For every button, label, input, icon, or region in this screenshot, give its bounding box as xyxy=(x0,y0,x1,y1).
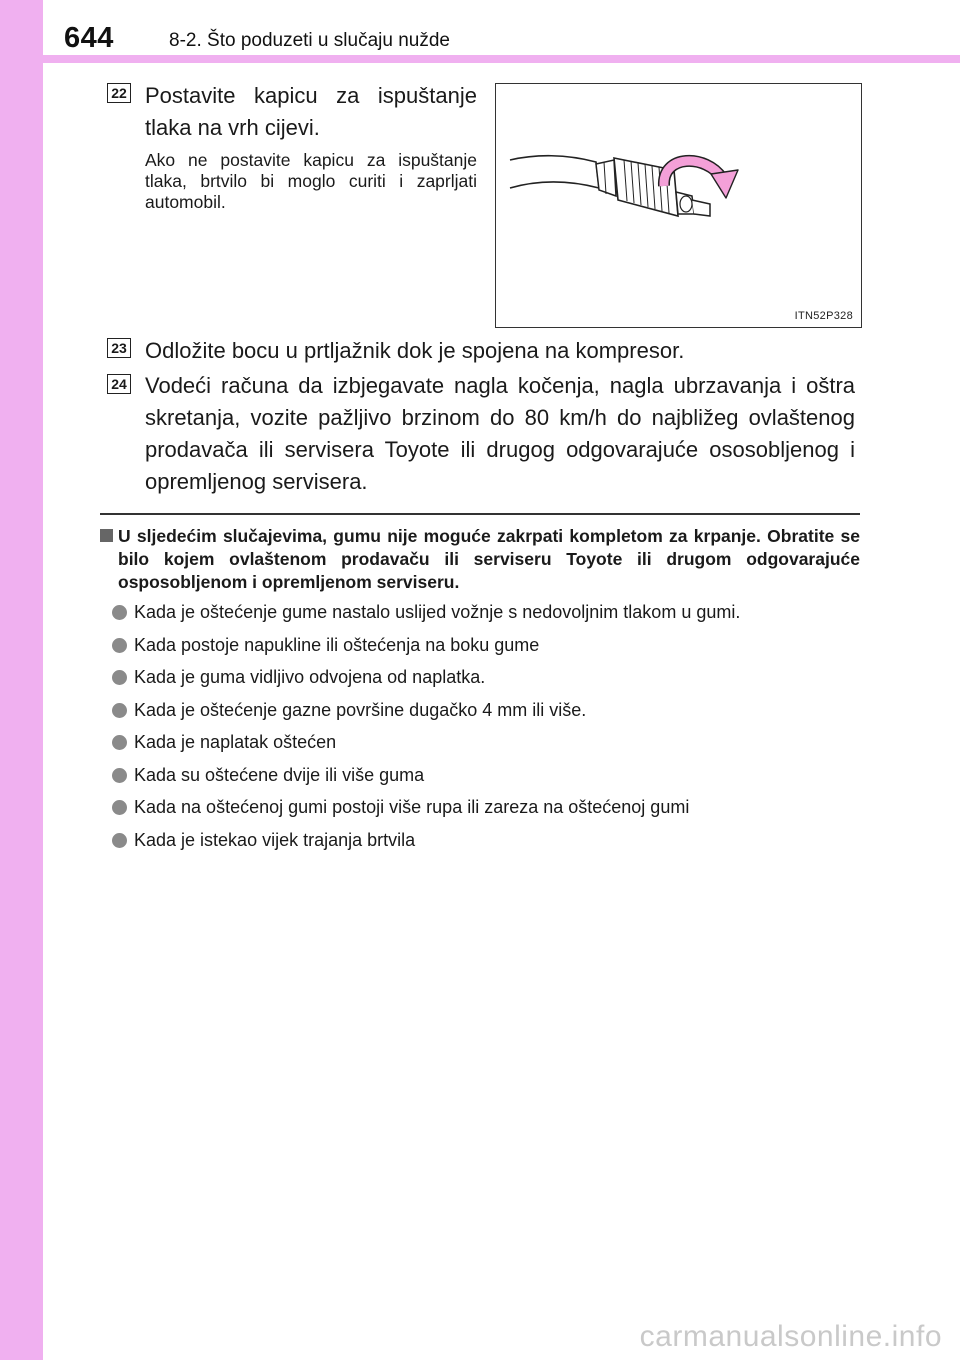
notice-heading xyxy=(100,525,860,594)
notice-heading-text: U sljedećim slučajevima, gumu nije moguće zakrpati kompletom za krpanje. Obratite se bilo kojem ovlaštenom prodavaču ili serviseru Toyote ili drugom odgovarajuće osposobljenom i opremljenom serviseru. xyxy=(118,526,860,592)
step-22-note: Ako ne postavite kapicu za ispuštanje tlaka, brtvilo bi moglo curiti i zaprljati automobil. xyxy=(145,150,477,212)
step-number-23: 23 xyxy=(107,338,131,358)
bullet-icon xyxy=(112,638,127,653)
section-title: 8-2. Što poduzeti u slučaju nužde xyxy=(169,30,450,51)
bullet-icon xyxy=(112,605,127,620)
list-item: Kada postoje napukline ili oštećenja na boku gume xyxy=(112,633,862,666)
list-item: Kada na oštećenoj gumi postoji više rupa ili zareza na oštećenoj gumi xyxy=(112,795,862,828)
conditions-list xyxy=(112,600,862,860)
watermark: carmanualsonline.info xyxy=(639,1320,942,1353)
bullet-icon xyxy=(112,703,127,718)
side-color-band xyxy=(0,0,43,1360)
list-item: Kada je oštećenje gazne površine dugačko 4 mm ili više. xyxy=(112,698,862,731)
step-23-text: Odložite bocu u prtljažnik dok je spojena na kompresor. xyxy=(145,338,685,363)
list-item: Kada je oštećenje gume nastalo uslijed vožnje s nedovoljnim tlakom u gumi. xyxy=(112,600,862,633)
step-24-text: Vodeći računa da izbjegavate nagla kočenja, nagla ubrzavanja i oštra skretanja, vozite pažljivo brzinom do 80 km/h do najbližeg ovlaštenog prodavača ili servisera Toyote ili drugog odgovarajuće ososobljenog i opremljenog servisera. xyxy=(145,373,855,494)
page-header xyxy=(0,0,960,67)
list-item: Kada je guma vidljivo odvojena od naplatka. xyxy=(112,665,862,698)
header-rule xyxy=(43,55,960,63)
step-number-22: 22 xyxy=(107,83,131,103)
hose-cap-drawing xyxy=(496,84,860,326)
figure-code: ITN52P328 xyxy=(794,310,853,322)
square-marker-icon xyxy=(100,529,113,542)
hose-cap-illustration xyxy=(495,83,862,328)
section-divider xyxy=(100,513,860,515)
bullet-icon xyxy=(112,670,127,685)
bullet-icon xyxy=(112,800,127,815)
step-22-text: Postavite kapicu za ispuštanje tlaka na vrh cijevi. xyxy=(145,83,477,140)
bullet-icon xyxy=(112,735,127,750)
bullet-icon xyxy=(112,768,127,783)
bullet-icon xyxy=(112,833,127,848)
step-number-24: 24 xyxy=(107,374,131,394)
list-item: Kada je naplatak oštećen xyxy=(112,730,862,763)
page-number: 644 xyxy=(64,22,114,54)
list-item: Kada su oštećene dvije ili više guma xyxy=(112,763,862,796)
list-item: Kada je istekao vijek trajanja brtvila xyxy=(112,828,862,861)
